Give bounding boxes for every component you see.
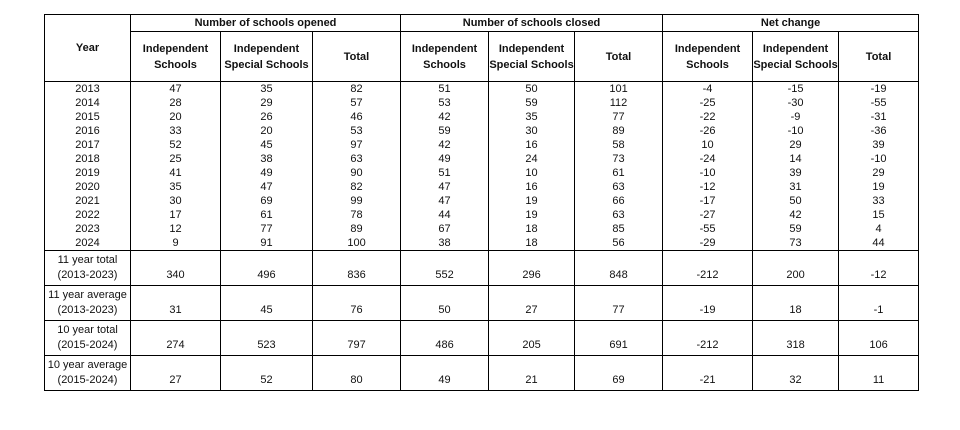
table-cell: 10 (663, 138, 753, 152)
row-year: 2023 (45, 222, 131, 236)
table-cell: 82 (313, 82, 401, 97)
table-cell: 59 (753, 222, 839, 236)
table-cell: 4 (839, 222, 919, 236)
table-cell: 42 (401, 138, 489, 152)
table-cell: 26 (221, 110, 313, 124)
aggregate-cell: -212 (663, 321, 753, 356)
year-rows (45, 82, 919, 251)
aggregate-label-line: (2013-2023) (57, 304, 118, 316)
table-cell: 33 (131, 124, 221, 138)
table-cell: 61 (221, 208, 313, 222)
aggregate-row (45, 356, 919, 391)
aggregate-cell: -212 (663, 251, 753, 286)
aggregate-label-line: 11 year average (48, 289, 127, 301)
table-cell: 29 (753, 138, 839, 152)
column-header-line: Independent (674, 42, 741, 55)
table-cell: 112 (575, 96, 663, 110)
table-cell: 16 (489, 138, 575, 152)
table-cell: 35 (489, 110, 575, 124)
aggregate-cell: 69 (575, 356, 663, 391)
table-cell: 61 (575, 166, 663, 180)
row-year: 2015 (45, 110, 131, 124)
aggregate-row (45, 251, 919, 286)
column-header-line: Schools (423, 58, 466, 71)
aggregate-label-line: (2015-2024) (57, 374, 118, 386)
aggregate-cell: 31 (131, 286, 221, 321)
table-cell: 100 (313, 236, 401, 251)
table-cell: 31 (753, 180, 839, 194)
row-year: 2017 (45, 138, 131, 152)
row-year: 2016 (45, 124, 131, 138)
table-cell: 47 (131, 82, 221, 97)
table-cell: 19 (489, 194, 575, 208)
table-cell: 77 (221, 222, 313, 236)
table-cell: 50 (489, 82, 575, 97)
table-row (45, 222, 919, 236)
column-header-line: Total (605, 50, 632, 63)
aggregate-label-line: 10 year total (57, 324, 118, 336)
column-header-line: Independent (762, 42, 829, 55)
table-cell: 73 (575, 152, 663, 166)
column-header-line: Schools (686, 58, 729, 71)
column-header (489, 32, 575, 82)
group-header-closed: Number of schools closed (401, 15, 663, 32)
table-cell: 30 (131, 194, 221, 208)
table-cell: 44 (839, 236, 919, 251)
row-year: 2019 (45, 166, 131, 180)
table-cell: -36 (839, 124, 919, 138)
table-cell: 89 (575, 124, 663, 138)
table-cell: 67 (401, 222, 489, 236)
table-cell: 19 (489, 208, 575, 222)
aggregate-cell: 318 (753, 321, 839, 356)
table-cell: -24 (663, 152, 753, 166)
table-cell: 97 (313, 138, 401, 152)
aggregate-cell: 50 (401, 286, 489, 321)
table-cell: 78 (313, 208, 401, 222)
table-row (45, 208, 919, 222)
table-cell: 29 (221, 96, 313, 110)
aggregate-cell: 691 (575, 321, 663, 356)
table-cell: -19 (839, 82, 919, 97)
aggregate-cell: 11 (839, 356, 919, 391)
column-header-line: Schools (154, 58, 197, 71)
table-cell: -25 (663, 96, 753, 110)
aggregate-label-line: (2013-2023) (57, 269, 118, 281)
aggregate-cell: -12 (839, 251, 919, 286)
column-header (839, 32, 919, 82)
table-cell: 16 (489, 180, 575, 194)
column-header-line: Special Schools (224, 58, 309, 71)
table-cell: -26 (663, 124, 753, 138)
table-cell: -10 (839, 152, 919, 166)
table-cell: 25 (131, 152, 221, 166)
aggregate-label-line: 10 year average (47, 359, 128, 371)
column-header-line: Independent (498, 42, 565, 55)
aggregate-cell: 49 (401, 356, 489, 391)
table-cell: -12 (663, 180, 753, 194)
table-cell: -31 (839, 110, 919, 124)
table-cell: 89 (313, 222, 401, 236)
row-year: 2021 (45, 194, 131, 208)
aggregate-cell: 27 (489, 286, 575, 321)
aggregate-cell: 76 (313, 286, 401, 321)
column-header (401, 32, 489, 82)
aggregate-cell: 797 (313, 321, 401, 356)
aggregate-cell: 296 (489, 251, 575, 286)
table-cell: 18 (489, 222, 575, 236)
row-year: 2020 (45, 180, 131, 194)
aggregate-cell: 106 (839, 321, 919, 356)
table-row (45, 194, 919, 208)
column-header (663, 32, 753, 82)
table-cell: 90 (313, 166, 401, 180)
aggregate-row (45, 286, 919, 321)
aggregate-cell: 274 (131, 321, 221, 356)
table-cell: -22 (663, 110, 753, 124)
table-cell: 63 (575, 180, 663, 194)
column-header (313, 32, 401, 82)
table-cell: 57 (313, 96, 401, 110)
aggregate-cell: 32 (753, 356, 839, 391)
aggregate-cell: 77 (575, 286, 663, 321)
aggregate-cell: 205 (489, 321, 575, 356)
table-row (45, 96, 919, 110)
table-cell: 38 (401, 236, 489, 251)
table-cell: 39 (839, 138, 919, 152)
table-cell: 101 (575, 82, 663, 97)
aggregate-cell: 52 (221, 356, 313, 391)
table-cell: -9 (753, 110, 839, 124)
column-header-line: Special Schools (753, 58, 838, 71)
table-cell: 17 (131, 208, 221, 222)
group-header-opened: Number of schools opened (131, 15, 401, 32)
table-cell: 33 (839, 194, 919, 208)
row-year: 2013 (45, 82, 131, 97)
table-row (45, 82, 919, 97)
table-cell: 52 (131, 138, 221, 152)
table-cell: -17 (663, 194, 753, 208)
table-cell: 59 (489, 96, 575, 110)
aggregate-cell: -19 (663, 286, 753, 321)
table-cell: 30 (489, 124, 575, 138)
table-cell: 46 (313, 110, 401, 124)
aggregate-row (45, 321, 919, 356)
table-cell: 39 (753, 166, 839, 180)
table-cell: -55 (663, 222, 753, 236)
table-cell: 50 (753, 194, 839, 208)
table-cell: 47 (401, 180, 489, 194)
table-row (45, 236, 919, 251)
table-cell: 51 (401, 82, 489, 97)
table-cell: -29 (663, 236, 753, 251)
column-header-line: Independent (233, 42, 300, 55)
aggregate-cell: 80 (313, 356, 401, 391)
aggregate-cell: 836 (313, 251, 401, 286)
column-header (753, 32, 839, 82)
table-cell: 15 (839, 208, 919, 222)
table-cell: -10 (753, 124, 839, 138)
aggregate-label-line: 11 year total (57, 254, 118, 266)
table-cell: 9 (131, 236, 221, 251)
table-cell: 20 (131, 110, 221, 124)
aggregate-cell: 552 (401, 251, 489, 286)
aggregate-label-line: (2015-2024) (57, 339, 118, 351)
table-cell: 73 (753, 236, 839, 251)
table-cell: 85 (575, 222, 663, 236)
column-header (221, 32, 313, 82)
table-cell: 56 (575, 236, 663, 251)
table-row (45, 180, 919, 194)
table-cell: 35 (221, 82, 313, 97)
column-header-line: Independent (142, 42, 209, 55)
table-row (45, 124, 919, 138)
table-cell: 49 (221, 166, 313, 180)
aggregate-cell: -21 (663, 356, 753, 391)
row-year: 2014 (45, 96, 131, 110)
table-cell: 42 (401, 110, 489, 124)
table-cell: 28 (131, 96, 221, 110)
table-cell: 59 (401, 124, 489, 138)
table-cell: 63 (313, 152, 401, 166)
table-cell: 53 (401, 96, 489, 110)
table-cell: 14 (753, 152, 839, 166)
table-cell: 49 (401, 152, 489, 166)
column-header (131, 32, 221, 82)
column-header-line: Special Schools (489, 58, 574, 71)
aggregate-label (45, 251, 131, 286)
aggregate-cell: -1 (839, 286, 919, 321)
year-header: Year (45, 15, 131, 82)
table-cell: 82 (313, 180, 401, 194)
table-cell: -55 (839, 96, 919, 110)
table-cell: -10 (663, 166, 753, 180)
table-cell: 47 (221, 180, 313, 194)
row-year: 2018 (45, 152, 131, 166)
column-header-line: Total (343, 50, 370, 63)
table-cell: 29 (839, 166, 919, 180)
table-cell: 66 (575, 194, 663, 208)
column-header-line: Independent (411, 42, 478, 55)
aggregate-cell: 496 (221, 251, 313, 286)
table-cell: 18 (489, 236, 575, 251)
aggregate-cell: 18 (753, 286, 839, 321)
table-cell: 24 (489, 152, 575, 166)
table-cell: 10 (489, 166, 575, 180)
table-cell: 45 (221, 138, 313, 152)
column-header (575, 32, 663, 82)
aggregate-cell: 200 (753, 251, 839, 286)
table-cell: 51 (401, 166, 489, 180)
aggregate-label (45, 286, 131, 321)
aggregate-rows (45, 251, 919, 391)
table-cell: 47 (401, 194, 489, 208)
row-year: 2022 (45, 208, 131, 222)
schools-table (44, 14, 919, 391)
table-cell: 77 (575, 110, 663, 124)
table-cell: 53 (313, 124, 401, 138)
table-cell: 91 (221, 236, 313, 251)
table-cell: 42 (753, 208, 839, 222)
aggregate-cell: 340 (131, 251, 221, 286)
aggregate-label (45, 321, 131, 356)
table-cell: 99 (313, 194, 401, 208)
row-year: 2024 (45, 236, 131, 251)
table-cell: -30 (753, 96, 839, 110)
aggregate-label (45, 356, 131, 391)
table-row (45, 138, 919, 152)
column-header-line: Total (865, 50, 892, 63)
table-cell: -27 (663, 208, 753, 222)
aggregate-cell: 21 (489, 356, 575, 391)
table-cell: 58 (575, 138, 663, 152)
subheader-row (45, 32, 919, 82)
table-cell: 41 (131, 166, 221, 180)
table-cell: 20 (221, 124, 313, 138)
table-row (45, 152, 919, 166)
table-cell: -15 (753, 82, 839, 97)
aggregate-cell: 486 (401, 321, 489, 356)
table-cell: 63 (575, 208, 663, 222)
aggregate-cell: 848 (575, 251, 663, 286)
group-header-net: Net change (663, 15, 919, 32)
table-cell: 69 (221, 194, 313, 208)
table-row (45, 110, 919, 124)
table-cell: 38 (221, 152, 313, 166)
aggregate-cell: 45 (221, 286, 313, 321)
table-cell: 44 (401, 208, 489, 222)
table-cell: 19 (839, 180, 919, 194)
aggregate-cell: 27 (131, 356, 221, 391)
aggregate-cell: 523 (221, 321, 313, 356)
table-cell: 12 (131, 222, 221, 236)
table-row (45, 166, 919, 180)
table-cell: -4 (663, 82, 753, 97)
table-cell: 35 (131, 180, 221, 194)
